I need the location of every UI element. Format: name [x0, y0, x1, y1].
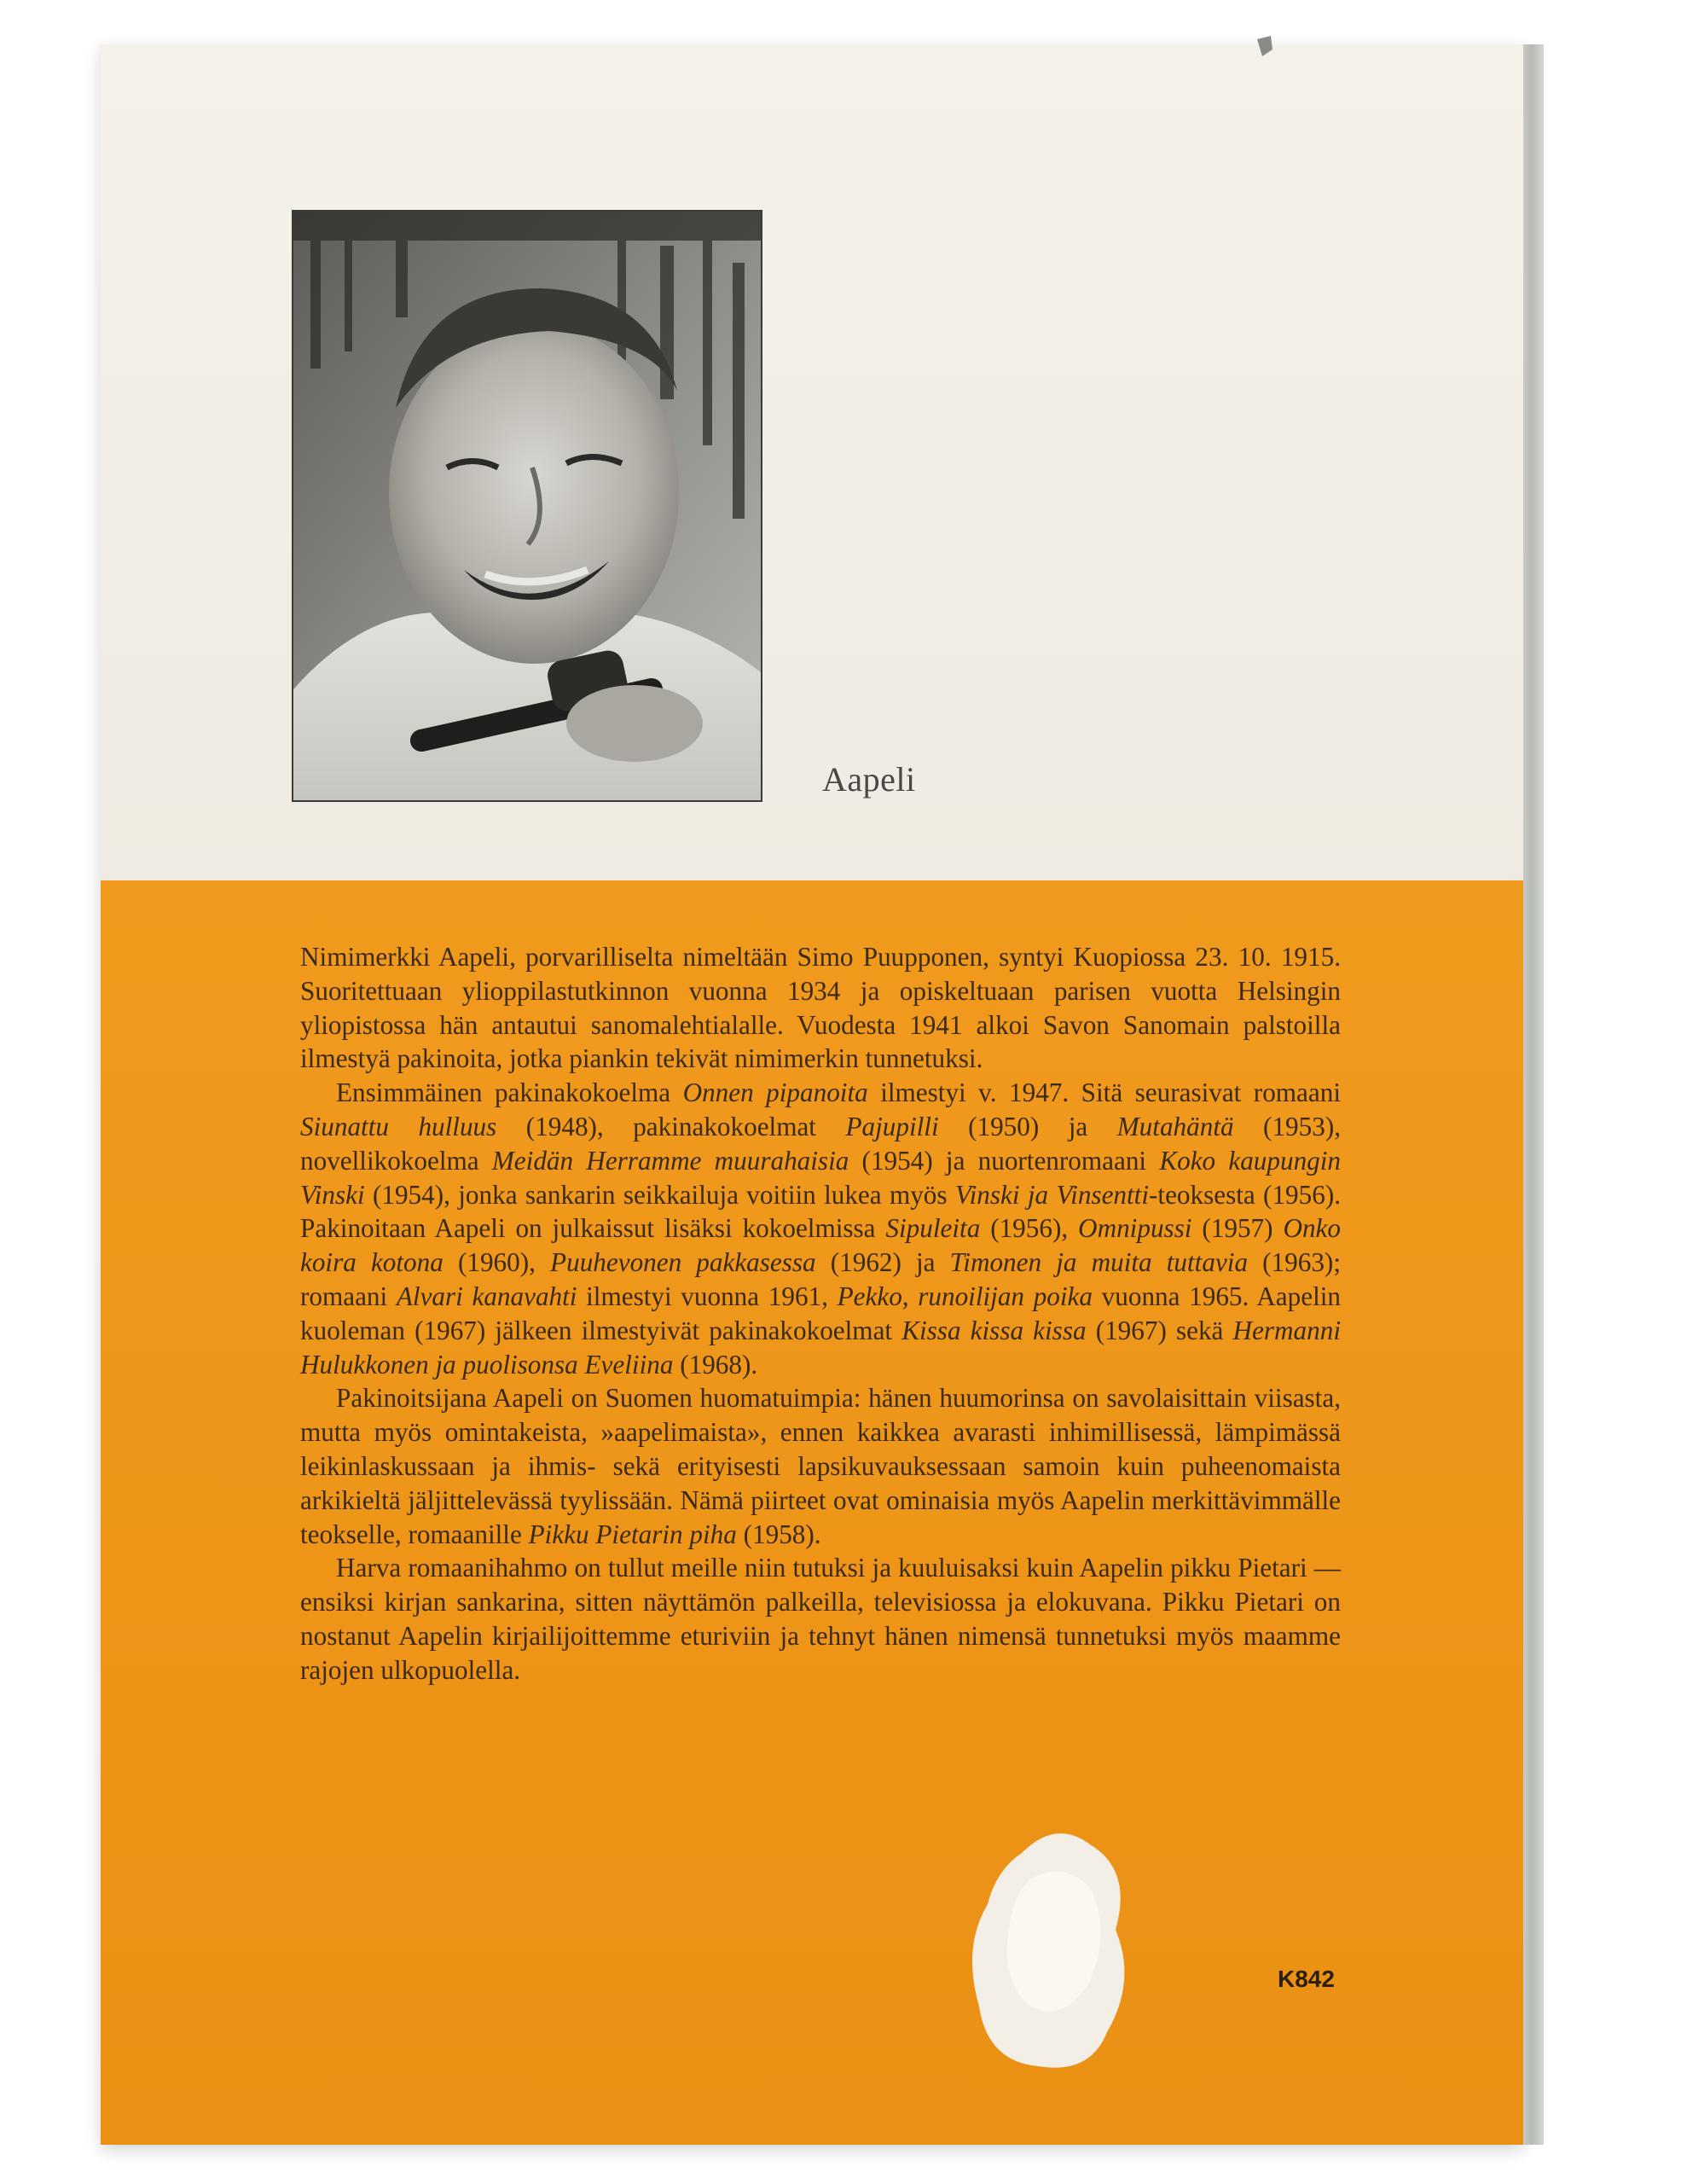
book-title-text: Meidän Herramme muurahaisia	[491, 1145, 849, 1176]
bio-text: (1948), pakinakokoelmat	[496, 1111, 846, 1141]
book-title-text: Alvari kanavahti	[396, 1281, 577, 1311]
bio-text: (1960),	[443, 1247, 551, 1278]
bio-text: (1953), novellikokoelma	[300, 1111, 1341, 1176]
bio-text: (1968).	[673, 1349, 758, 1380]
bio-text: (1954), jonka sankarin seikkailuja voitiin lukea myös	[364, 1179, 955, 1210]
author-portrait-photo	[293, 212, 761, 800]
bio-text: (1962) ja	[815, 1247, 950, 1278]
bio-text: Harva romaanihahmo on tullut meille niin tutuksi ja kuuluisaksi kuin Aapelin pikku Pietari — ensiksi kirjan sankarina, sitten näyttämön palkeilla, televisiossa ja elokuvana. Pikku Pietari on nostanut Aapelin kirjailijoittemme eturiviin ja tehnyt hänen nimensä tunnetuksi myös maamme rajojen ulkopuolella.	[300, 1553, 1341, 1685]
book-title-text: Vinski ja Vinsentti	[954, 1179, 1150, 1210]
bio-paragraph	[300, 1076, 1341, 1381]
book-title-text: Kissa kissa kissa	[901, 1315, 1087, 1345]
bio-paragraph	[300, 1551, 1341, 1687]
photo-caption: Aapeli	[822, 760, 916, 799]
bio-text: (1967) sekä	[1086, 1315, 1233, 1345]
bio-text: (1963); romaani	[300, 1247, 1341, 1311]
author-biography	[300, 940, 1341, 1687]
book-title-text: Timonen ja muita tuttavia	[949, 1247, 1249, 1278]
book-title-text: Pikku Pietarin piha	[528, 1519, 737, 1549]
bio-text: (1950) ja	[938, 1111, 1117, 1141]
catalog-code: K842	[1278, 1966, 1335, 1992]
bio-text: (1954) ja nuortenromaani	[849, 1145, 1160, 1176]
book-title-text: Hermanni Hulukkonen ja puolisonsa Eveliina	[300, 1315, 1342, 1380]
book-title-text: Mutahäntä	[1116, 1111, 1234, 1141]
book-title-text: Sipuleita	[885, 1213, 981, 1244]
bio-text: (1956),	[980, 1213, 1079, 1244]
book-title-text: Onko koira kotona	[300, 1213, 1341, 1278]
bio-text: (1958).	[736, 1519, 821, 1549]
bio-text: ilmestyi vuonna 1961,	[577, 1281, 838, 1311]
book-title-text: Siunattu hulluus	[300, 1111, 497, 1141]
bio-text: Ensimmäinen pakinakokoelma	[336, 1077, 683, 1108]
bio-paragraph	[300, 1381, 1341, 1551]
bio-text: Pakinoitsijana Aapeli on Suomen huomatuimpia: hänen huumorinsa on savolaisittain viisasta, mutta myös omintakeista, »aapelimaista», ennen kaikkea avarasti inhimillisessä, lämpimässä leikinlaskussaan ja ihmis- sekä erityisesti lapsikuvauksessaan samoin kuin puheenomaista arkikieltä jäljittelevässä tyylissään. Nämä piirteet ovat ominaisia myös Aapelin merkittävimmälle teokselle, romaanille	[300, 1383, 1341, 1549]
bio-text: ilmestyi v. 1947. Sitä seurasivat romaani	[867, 1077, 1341, 1108]
book-back-cover	[101, 44, 1523, 2145]
worn-paper-stain	[962, 1819, 1141, 2075]
book-title-text: Pekko, runoilijan poika	[837, 1281, 1093, 1311]
book-title-text: Puuhevonen pakkasessa	[550, 1247, 816, 1278]
book-title-text: Onnen pipanoita	[682, 1077, 868, 1108]
book-spine-edge	[1523, 44, 1544, 2145]
bio-text: Nimimerkki Aapeli, porvarilliselta nimeltään Simo Puupponen, syntyi Kuopiossa 23. 10. 1915. Suoritettuaan ylioppilastutkinnon vuonna 1934 ja opiskeltuaan parisen vuotta Helsingin yliopistossa hän antautui sanomalehtialalle. Vuodesta 1941 alkoi Savon Sanomain palstoilla ilmestyä pakinoita, jotka piankin tekivät nimimerkin tunnetuksi.	[300, 942, 1341, 1074]
paper-speck	[1254, 34, 1276, 60]
book-title-text: Pajupilli	[845, 1111, 939, 1141]
bio-text: (1957)	[1191, 1213, 1284, 1244]
book-title-text: Omnipussi	[1078, 1213, 1192, 1244]
bio-paragraph	[300, 940, 1341, 1076]
portrait-image	[293, 212, 761, 800]
bio-text: -teoksesta (1956). Pakinoitaan Aapeli on julkaissut lisäksi kokoelmissa	[300, 1179, 1341, 1244]
book-title-text: Koko kaupungin Vinski	[300, 1145, 1342, 1210]
bio-text: vuonna 1965. Aapelin kuoleman (1967) jälkeen ilmestyivät pakinakokoelmat	[300, 1281, 1341, 1345]
